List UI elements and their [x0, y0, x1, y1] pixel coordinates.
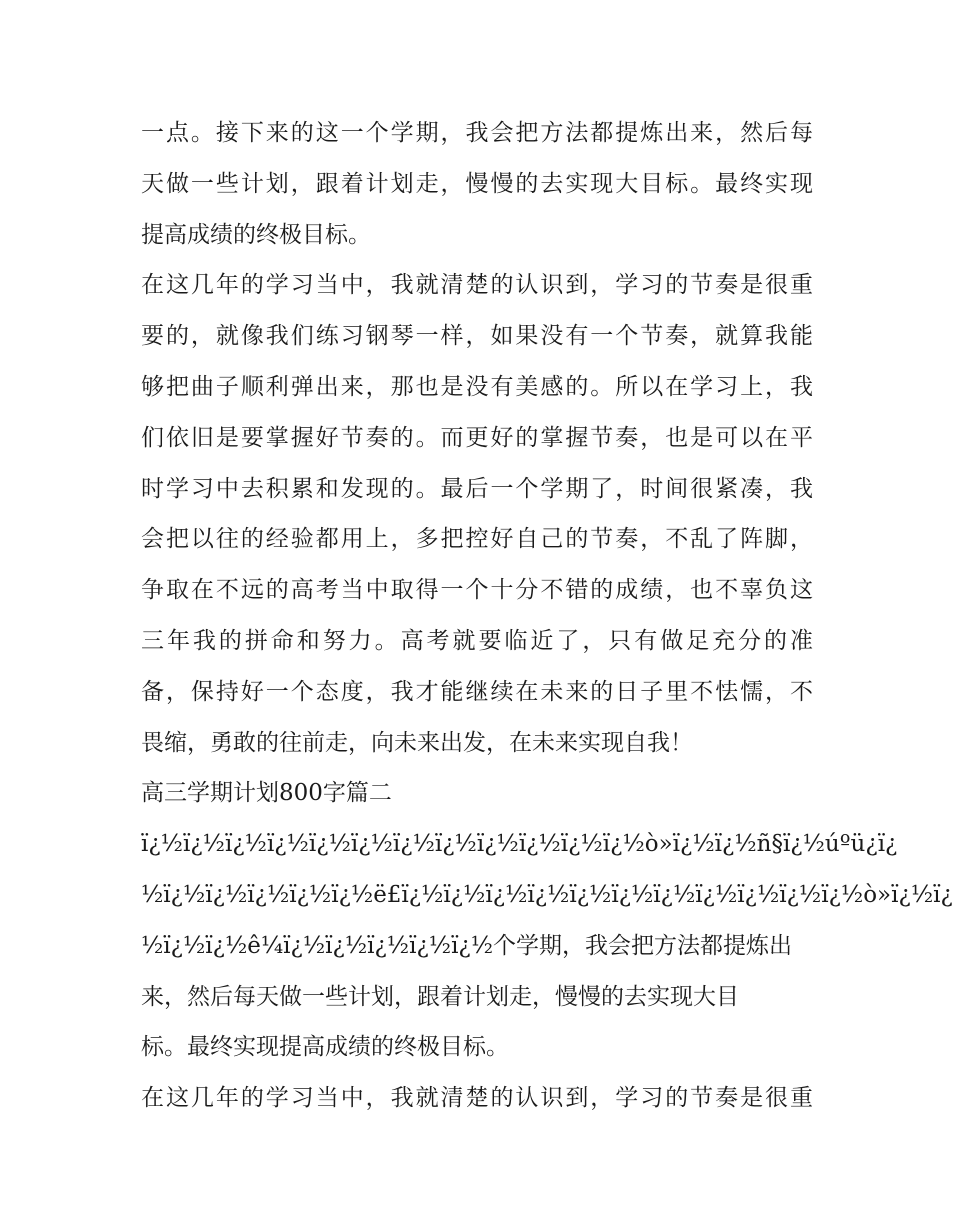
garbled-text-line: ï¿½ï¿½ï¿½ï¿½ï¿½ï¿½ï¿½ï¿½ï¿½ï¿½ï¿½ï¿½ò»ï¿½ï¿½ñ§ï¿½úºü¿ï¿ — [141, 831, 898, 858]
text-line: 够把曲子顺利弹出来，那也是没有美感的。所以在学习上，我 — [141, 373, 813, 400]
text-line: 一点。接下来的这一个学期，我会把方法都提炼出来，然后每 — [141, 120, 813, 146]
text-line: 三年我的拼命和努力。高考就要临近了，只有做足充分的准 — [141, 627, 813, 654]
garbled-text-line: ½ï¿½ï¿½ê¼ï¿½ï¿½ï¿½ï¿½ï¿½个学期，我会把方法都提炼出 — [141, 932, 793, 959]
section-heading: 高三学期计划800字篇二 — [141, 780, 392, 807]
text-line: 天做一些计划，跟着计划走，慢慢的去实现大目标。最终实现 — [141, 170, 813, 197]
text-line: 标。最终实现提高成绩的终极目标。 — [141, 1034, 509, 1061]
text-line: 备，保持好一个态度，我才能继续在未来的日子里不怯懦，不 — [141, 678, 813, 705]
text-line: 争取在不远的高考当中取得一个十分不错的成绩，也不辜负这 — [141, 577, 813, 604]
text-line: 畏缩，勇敢的往前走，向未来出发，在未来实现自我！ — [141, 729, 693, 756]
text-line: 时学习中去积累和发现的。最后一个学期了，时间很紧凑，我 — [141, 475, 813, 502]
text-line: 在这几年的学习当中，我就清楚的认识到，学习的节奏是很重 — [141, 272, 813, 299]
text-line: 提高成绩的终极目标。 — [141, 221, 371, 248]
text-line: 在这几年的学习当中，我就清楚的认识到，学习的节奏是很重 — [141, 1085, 813, 1112]
text-line: 会把以往的经验都用上，多把控好自己的节奏，不乱了阵脚， — [141, 526, 813, 553]
garbled-text-line: ½ï¿½ï¿½ï¿½ï¿½ï¿½ë£ï¿½ï¿½ï¿½ï¿½ï¿½ï¿½ï¿½ï¿½ï¿½ï¿½ï¿½ò»ï¿½ï¿ — [141, 881, 953, 908]
text-line: 要的，就像我们练习钢琴一样，如果没有一个节奏，就算我能 — [141, 323, 813, 350]
document-body — [141, 108, 953, 1124]
text-line: 们依旧是要掌握好节奏的。而更好的掌握节奏，也是可以在平 — [141, 424, 813, 451]
text-line: 来，然后每天做一些计划，跟着计划走，慢慢的去实现大目 — [141, 983, 739, 1010]
